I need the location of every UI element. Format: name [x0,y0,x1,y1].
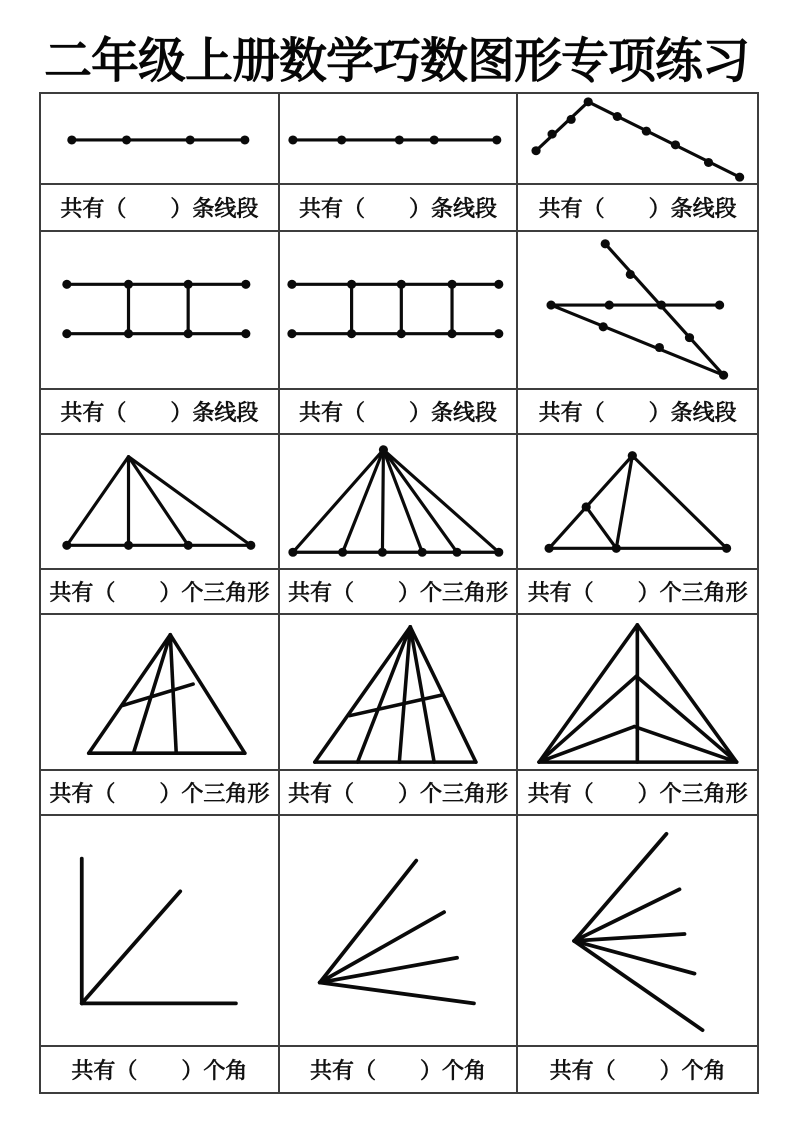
figure-cell-r2c3 [518,232,757,390]
caption-cell [280,771,519,816]
caption-text: 共有（ ）个角 [71,1058,248,1084]
caption-text: 共有（ ）个三角形 [49,580,270,606]
segment-line-figure [280,94,517,183]
caption-cell [518,1047,757,1092]
caption-text: 共有（ ）条线段 [60,196,259,222]
caption-cell [518,771,757,816]
triangle-transversal-figure [41,615,278,769]
caption-text: 共有（ ）条线段 [298,196,497,222]
figure-cell-r5c2 [280,816,519,1047]
figure-cell-r3c2 [280,435,519,570]
triangle-fan-figure [280,435,517,568]
ladder-figure [41,232,278,388]
caption-text: 共有（ ）个三角形 [287,781,508,807]
caption-text: 共有（ ）条线段 [538,400,737,426]
caption-cell [280,1047,519,1092]
exercise-table [39,92,759,1094]
figure-cell-r4c3 [518,615,757,771]
triangle-transversal-figure [280,615,517,769]
caption-text: 共有（ ）个三角形 [49,781,270,807]
caption-cell [518,570,757,615]
caption-text: 共有（ ）个三角形 [527,781,748,807]
caption-cell [41,185,280,232]
caption-cell [280,570,519,615]
triangle-spine-figure [518,615,757,769]
figure-cell-r2c2 [280,232,519,390]
figure-cell-r1c1 [41,94,280,185]
triangle-cevians-figure [41,435,278,568]
triangle-inner-figure [518,435,757,568]
caption-text: 共有（ ）个三角形 [287,580,508,606]
caption-cell [41,1047,280,1092]
caption-cell [41,570,280,615]
caption-text: 共有（ ）条线段 [298,400,497,426]
caption-text: 共有（ ）条线段 [538,196,737,222]
figure-cell-r1c2 [280,94,519,185]
caption-text: 共有（ ）条线段 [60,400,259,426]
caption-cell [41,771,280,816]
caption-cell [518,390,757,435]
figure-cell-r4c2 [280,615,519,771]
figure-cell-r2c1 [41,232,280,390]
right-angle-fan-figure [41,816,278,1045]
caption-cell [280,185,519,232]
five-ray-fan-figure [518,816,757,1045]
caption-cell [518,185,757,232]
figure-cell-r4c1 [41,615,280,771]
figure-cell-r5c3 [518,816,757,1047]
segment-line-figure [41,94,278,183]
bent-polyline-figure [518,94,757,183]
figure-cell-r1c3 [518,94,757,185]
caption-cell [280,390,519,435]
caption-text: 共有（ ）个三角形 [527,580,748,606]
worksheet-title: 二年级上册数学巧数图形专项练习 [43,35,749,88]
four-ray-fan-figure [280,816,517,1045]
caption-text: 共有（ ）个角 [309,1058,486,1084]
caption-cell [41,390,280,435]
figure-cell-r5c1 [41,816,280,1047]
caption-text: 共有（ ）个角 [549,1058,726,1084]
figure-cell-r3c1 [41,435,280,570]
ladder-figure [280,232,517,388]
figure-cell-r3c3 [518,435,757,570]
crossing-lines-figure [518,232,757,388]
